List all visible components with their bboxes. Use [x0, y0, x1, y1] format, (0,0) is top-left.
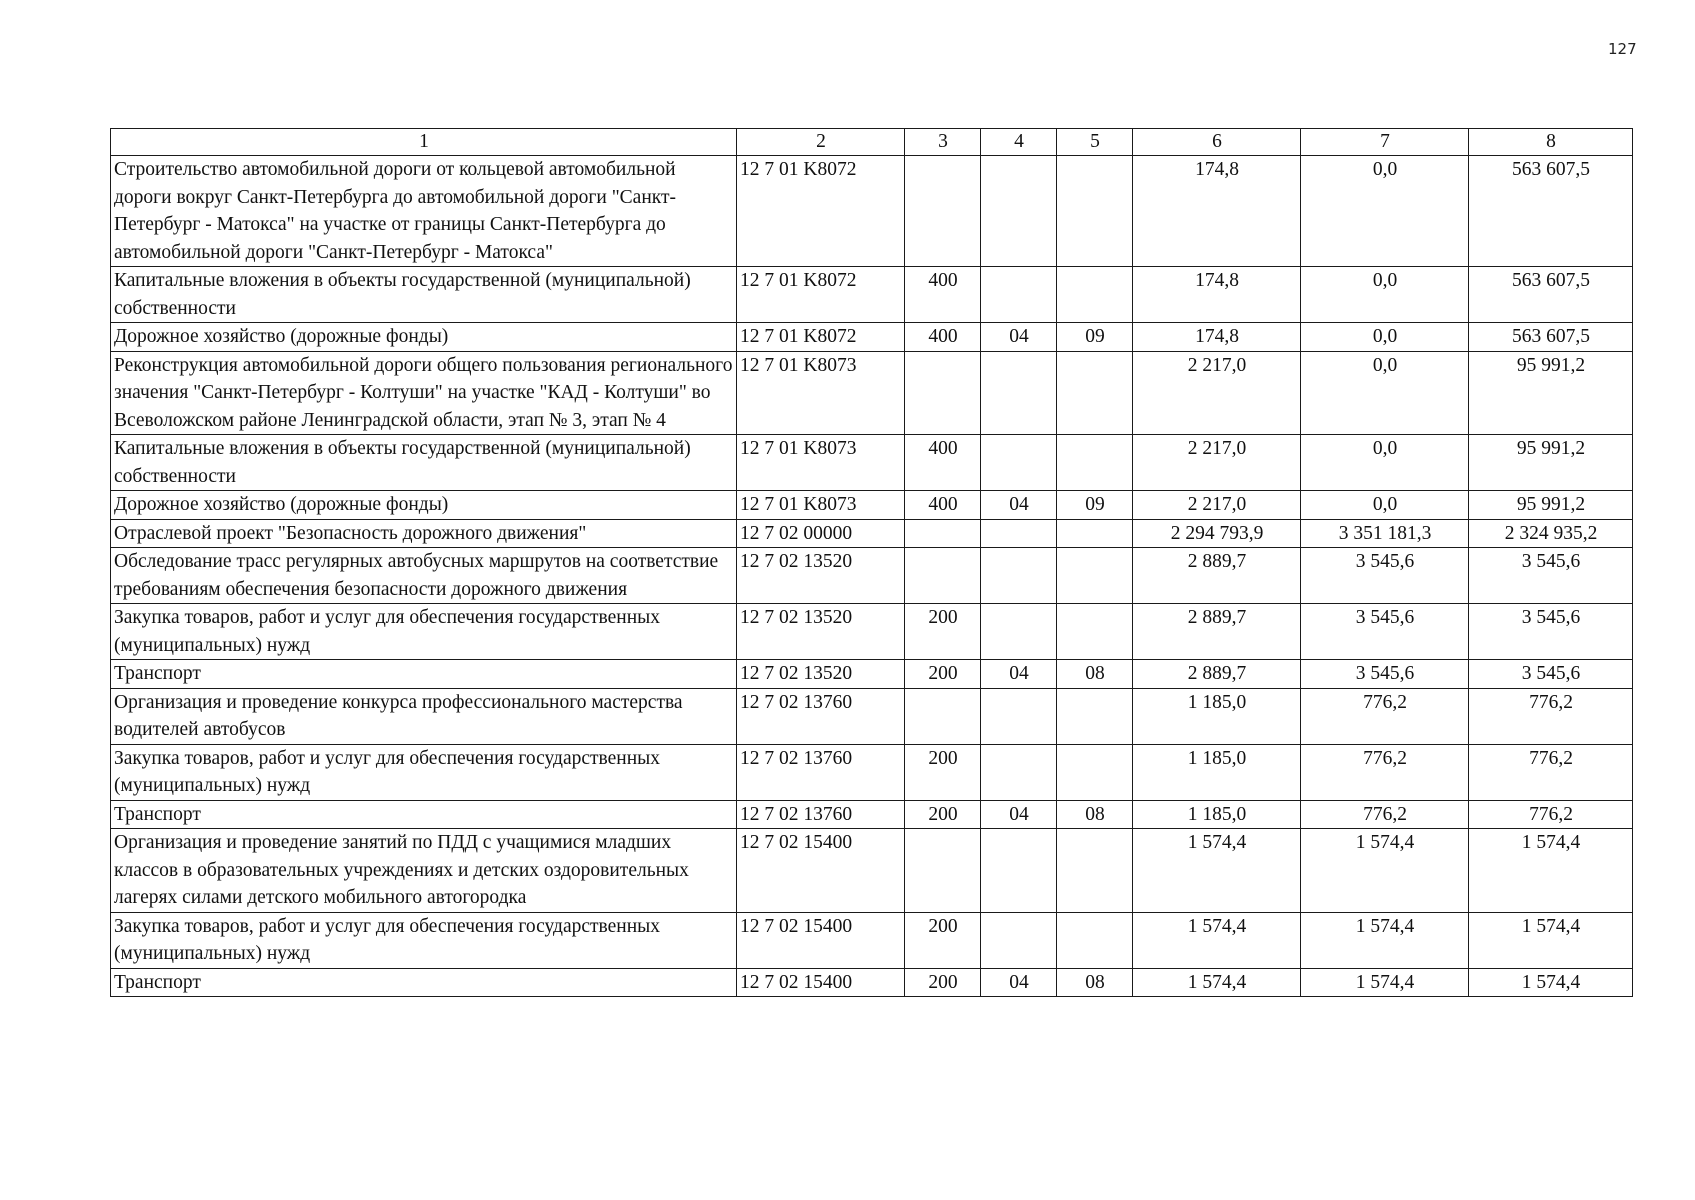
- cell-section: [981, 688, 1057, 744]
- header-cell: 5: [1057, 129, 1133, 156]
- cell-subsection: 08: [1057, 660, 1133, 689]
- cell-section: [981, 267, 1057, 323]
- table-row: [111, 800, 1633, 829]
- cell-subsection: [1057, 688, 1133, 744]
- cell-amount-8: 2 324 935,2: [1469, 519, 1633, 548]
- cell-section: 04: [981, 800, 1057, 829]
- cell-expense-type: 200: [905, 800, 981, 829]
- cell-expense-type: 400: [905, 267, 981, 323]
- cell-subsection: [1057, 519, 1133, 548]
- header-cell: 7: [1301, 129, 1469, 156]
- cell-amount-6: 1 574,4: [1133, 968, 1301, 997]
- cell-expense-type: 400: [905, 491, 981, 520]
- cell-target-code: 12 7 02 00000: [737, 519, 905, 548]
- cell-target-code: 12 7 01 K8072: [737, 323, 905, 352]
- cell-amount-6: 174,8: [1133, 156, 1301, 267]
- table-row: [111, 351, 1633, 435]
- cell-subsection: [1057, 435, 1133, 491]
- cell-section: [981, 548, 1057, 604]
- cell-section: [981, 744, 1057, 800]
- cell-target-code: 12 7 01 K8073: [737, 351, 905, 435]
- cell-amount-8: 563 607,5: [1469, 267, 1633, 323]
- header-cell: 2: [737, 129, 905, 156]
- cell-name: Закупка товаров, работ и услуг для обеспечения государственных (муниципальных) нужд: [111, 604, 737, 660]
- table-row: [111, 323, 1633, 352]
- table-row: [111, 829, 1633, 913]
- header-cell: 4: [981, 129, 1057, 156]
- cell-subsection: [1057, 548, 1133, 604]
- table-row: [111, 688, 1633, 744]
- cell-name: Организация и проведение конкурса профессионального мастерства водителей автобусов: [111, 688, 737, 744]
- cell-expense-type: [905, 156, 981, 267]
- cell-amount-8: 776,2: [1469, 744, 1633, 800]
- cell-section: [981, 604, 1057, 660]
- table-row: [111, 968, 1633, 997]
- cell-amount-7: 776,2: [1301, 688, 1469, 744]
- cell-target-code: 12 7 02 13760: [737, 800, 905, 829]
- cell-amount-6: 1 574,4: [1133, 829, 1301, 913]
- cell-amount-7: 0,0: [1301, 267, 1469, 323]
- cell-amount-8: 95 991,2: [1469, 435, 1633, 491]
- cell-section: 04: [981, 323, 1057, 352]
- cell-amount-7: 1 574,4: [1301, 829, 1469, 913]
- cell-amount-7: 776,2: [1301, 800, 1469, 829]
- cell-target-code: 12 7 02 13520: [737, 548, 905, 604]
- cell-name: Закупка товаров, работ и услуг для обеспечения государственных (муниципальных) нужд: [111, 744, 737, 800]
- cell-amount-7: 0,0: [1301, 156, 1469, 267]
- budget-table: [110, 128, 1633, 997]
- cell-amount-8: 1 574,4: [1469, 968, 1633, 997]
- cell-subsection: [1057, 912, 1133, 968]
- cell-subsection: 08: [1057, 800, 1133, 829]
- table-row: [111, 744, 1633, 800]
- cell-amount-8: 3 545,6: [1469, 548, 1633, 604]
- cell-expense-type: 200: [905, 912, 981, 968]
- cell-section: [981, 156, 1057, 267]
- cell-target-code: 12 7 02 15400: [737, 912, 905, 968]
- cell-amount-8: 563 607,5: [1469, 156, 1633, 267]
- cell-section: [981, 435, 1057, 491]
- cell-amount-7: 1 574,4: [1301, 912, 1469, 968]
- table-row: [111, 548, 1633, 604]
- cell-amount-8: 776,2: [1469, 800, 1633, 829]
- table-header-row: [111, 129, 1633, 156]
- cell-target-code: 12 7 02 13760: [737, 744, 905, 800]
- cell-amount-6: 1 185,0: [1133, 744, 1301, 800]
- cell-expense-type: 200: [905, 604, 981, 660]
- cell-target-code: 12 7 01 K8072: [737, 267, 905, 323]
- cell-subsection: 09: [1057, 491, 1133, 520]
- cell-name: Организация и проведение занятий по ПДД с учащимися младших классов в образовательных учреждениях и детских оздоровительных лагерях силами детского мобильного автогородка: [111, 829, 737, 913]
- cell-expense-type: [905, 688, 981, 744]
- header-cell: 1: [111, 129, 737, 156]
- cell-name: Капитальные вложения в объекты государственной (муниципальной) собственности: [111, 267, 737, 323]
- table-row: [111, 660, 1633, 689]
- cell-amount-7: 3 351 181,3: [1301, 519, 1469, 548]
- cell-section: [981, 351, 1057, 435]
- cell-target-code: 12 7 02 13520: [737, 604, 905, 660]
- cell-name: Дорожное хозяйство (дорожные фонды): [111, 491, 737, 520]
- cell-amount-6: 174,8: [1133, 267, 1301, 323]
- cell-expense-type: 400: [905, 323, 981, 352]
- cell-section: [981, 912, 1057, 968]
- table-row: [111, 604, 1633, 660]
- cell-subsection: [1057, 156, 1133, 267]
- cell-amount-7: 0,0: [1301, 351, 1469, 435]
- table-row: [111, 912, 1633, 968]
- cell-name: Дорожное хозяйство (дорожные фонды): [111, 323, 737, 352]
- cell-amount-6: 2 217,0: [1133, 435, 1301, 491]
- cell-amount-6: 1 574,4: [1133, 912, 1301, 968]
- cell-amount-8: 3 545,6: [1469, 604, 1633, 660]
- cell-target-code: 12 7 01 K8073: [737, 491, 905, 520]
- cell-target-code: 12 7 02 15400: [737, 968, 905, 997]
- cell-amount-6: 2 889,7: [1133, 548, 1301, 604]
- cell-target-code: 12 7 02 15400: [737, 829, 905, 913]
- cell-name: Закупка товаров, работ и услуг для обеспечения государственных (муниципальных) нужд: [111, 912, 737, 968]
- cell-amount-7: 0,0: [1301, 323, 1469, 352]
- cell-amount-6: 2 294 793,9: [1133, 519, 1301, 548]
- cell-amount-6: 2 217,0: [1133, 491, 1301, 520]
- cell-target-code: 12 7 02 13520: [737, 660, 905, 689]
- cell-subsection: [1057, 829, 1133, 913]
- cell-expense-type: 200: [905, 744, 981, 800]
- cell-amount-6: 2 889,7: [1133, 660, 1301, 689]
- cell-amount-8: 3 545,6: [1469, 660, 1633, 689]
- cell-subsection: [1057, 604, 1133, 660]
- cell-subsection: 09: [1057, 323, 1133, 352]
- cell-amount-7: 3 545,6: [1301, 660, 1469, 689]
- cell-name: Транспорт: [111, 660, 737, 689]
- cell-subsection: [1057, 267, 1133, 323]
- cell-section: 04: [981, 660, 1057, 689]
- cell-section: [981, 829, 1057, 913]
- cell-name: Реконструкция автомобильной дороги общего пользования регионального значения "Санкт-Петербург - Колтуши" на участке "КАД - Колтуши" во Всеволожском районе Ленинградской области, этап № 3, этап № 4: [111, 351, 737, 435]
- cell-amount-6: 2 217,0: [1133, 351, 1301, 435]
- cell-amount-7: 1 574,4: [1301, 968, 1469, 997]
- cell-amount-8: 1 574,4: [1469, 912, 1633, 968]
- cell-amount-7: 0,0: [1301, 491, 1469, 520]
- cell-name: Транспорт: [111, 800, 737, 829]
- cell-amount-7: 3 545,6: [1301, 548, 1469, 604]
- cell-expense-type: 200: [905, 660, 981, 689]
- header-cell: 6: [1133, 129, 1301, 156]
- table-row: [111, 267, 1633, 323]
- cell-name: Отраслевой проект "Безопасность дорожного движения": [111, 519, 737, 548]
- cell-subsection: [1057, 351, 1133, 435]
- cell-amount-8: 563 607,5: [1469, 323, 1633, 352]
- cell-expense-type: [905, 351, 981, 435]
- header-cell: 3: [905, 129, 981, 156]
- cell-expense-type: [905, 829, 981, 913]
- cell-target-code: 12 7 01 K8072: [737, 156, 905, 267]
- cell-section: [981, 519, 1057, 548]
- cell-expense-type: 200: [905, 968, 981, 997]
- cell-name: Строительство автомобильной дороги от кольцевой автомобильной дороги вокруг Санкт-Петербурга до автомобильной дороги "Санкт-Петербург - Матокса" на участке от границы Санкт-Петербурга до автомобильной дороги "Санкт-Петербург - Матокса": [111, 156, 737, 267]
- cell-amount-6: 1 185,0: [1133, 688, 1301, 744]
- cell-subsection: 08: [1057, 968, 1133, 997]
- cell-expense-type: [905, 548, 981, 604]
- cell-amount-7: 3 545,6: [1301, 604, 1469, 660]
- cell-section: 04: [981, 491, 1057, 520]
- cell-name: Капитальные вложения в объекты государственной (муниципальной) собственности: [111, 435, 737, 491]
- cell-amount-7: 776,2: [1301, 744, 1469, 800]
- header-cell: 8: [1469, 129, 1633, 156]
- cell-amount-8: 95 991,2: [1469, 491, 1633, 520]
- cell-amount-8: 95 991,2: [1469, 351, 1633, 435]
- cell-name: Обследование трасс регулярных автобусных маршрутов на соответствие требованиям обеспечения безопасности дорожного движения: [111, 548, 737, 604]
- cell-amount-6: 174,8: [1133, 323, 1301, 352]
- cell-subsection: [1057, 744, 1133, 800]
- page-number: 127: [1608, 40, 1637, 58]
- cell-target-code: 12 7 02 13760: [737, 688, 905, 744]
- table-row: [111, 156, 1633, 267]
- table-row: [111, 491, 1633, 520]
- cell-name: Транспорт: [111, 968, 737, 997]
- cell-amount-7: 0,0: [1301, 435, 1469, 491]
- cell-expense-type: 400: [905, 435, 981, 491]
- cell-amount-8: 1 574,4: [1469, 829, 1633, 913]
- cell-amount-8: 776,2: [1469, 688, 1633, 744]
- cell-section: 04: [981, 968, 1057, 997]
- cell-amount-6: 1 185,0: [1133, 800, 1301, 829]
- table-row: [111, 435, 1633, 491]
- cell-expense-type: [905, 519, 981, 548]
- cell-target-code: 12 7 01 K8073: [737, 435, 905, 491]
- cell-amount-6: 2 889,7: [1133, 604, 1301, 660]
- table-row: [111, 519, 1633, 548]
